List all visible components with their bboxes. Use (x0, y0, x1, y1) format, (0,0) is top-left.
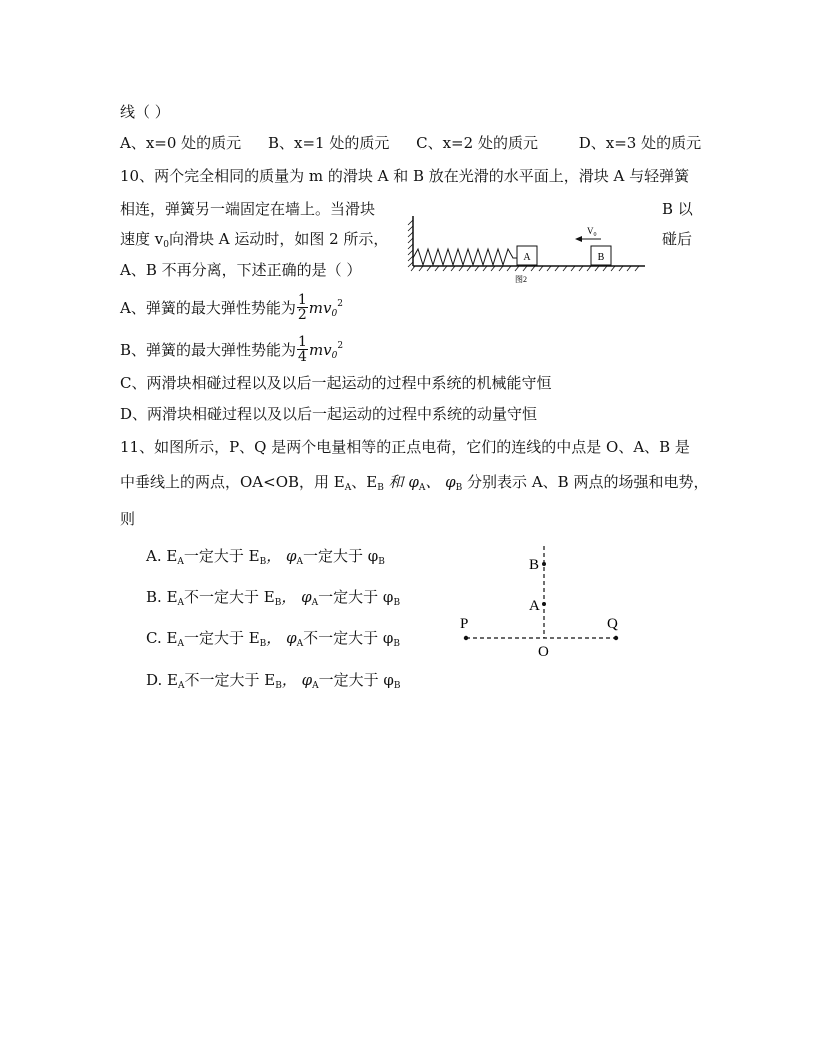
e-symbol: E (166, 547, 178, 565)
q10-line-2 (120, 199, 375, 219)
sub-a: A (344, 483, 352, 493)
q9-tail-line (120, 102, 170, 122)
sub: B (378, 557, 385, 567)
q10-option-d-text: D、两滑块相碰过程以及以后一起运动的过程中系统的动量守恒 (120, 405, 538, 423)
figure-2-caption: 图2 (515, 275, 527, 284)
q9-option-a: A、x=0 处的质元 (120, 134, 242, 152)
phi-symbol: ， φ (266, 547, 297, 565)
q10-option-d (120, 404, 537, 424)
charges-figure (450, 540, 640, 660)
q10-line-2-right (662, 199, 693, 219)
q10-v0-sub: 0 (163, 240, 169, 250)
q10-stem-3b: 向滑块 A 运动时，如图 2 所示， (168, 230, 389, 248)
q10-stem-3a: 速度 v (120, 230, 164, 248)
phi-symbol: ， φ (281, 588, 312, 606)
q10-line-4 (120, 260, 361, 280)
e-symbol: E (167, 671, 178, 689)
q10-option-a-text: A、弹簧的最大弹性势能为 (120, 299, 296, 317)
q11-stem-2e: 分别表示 A、B 两点的场强和电势， (462, 473, 709, 491)
label-p: P (460, 616, 469, 632)
sub-b: B (377, 483, 384, 493)
point-a (542, 602, 546, 606)
relation-2: 一定大于 φ (318, 671, 394, 689)
label-q: Q (607, 616, 618, 632)
sub: B (393, 598, 401, 608)
sub: A (177, 598, 185, 608)
q9-tail-text: 线（ ） (120, 103, 170, 121)
q10-line-3 (120, 229, 388, 255)
q10-option-c (120, 373, 551, 393)
q11-stem-3: 则 (120, 510, 136, 528)
squared-sup: 2 (337, 341, 344, 351)
q11-option-a (146, 546, 385, 572)
fraction-numerator: 1 (297, 291, 307, 308)
label-a: A (529, 598, 540, 614)
sub: A (177, 557, 184, 567)
squared-sup: 2 (337, 299, 343, 309)
fraction-numerator: 1 (298, 333, 307, 350)
sub: A (178, 681, 185, 691)
q11-stem-2c: 和 φ (383, 473, 419, 491)
charge-q (614, 636, 618, 640)
option-label: C. (146, 629, 162, 647)
q11-stem-2d: 、 φ (425, 473, 456, 491)
relation-1: 不一定大于 E (184, 588, 275, 606)
sub-a: A (418, 483, 426, 493)
mv-term: mv (308, 299, 332, 317)
q11-line-2 (120, 472, 708, 498)
q11-line-3 (120, 509, 135, 529)
q10-option-c-text: C、两滑块相碰过程以及以后一起运动的过程中系统的机械能守恒 (120, 374, 552, 392)
fraction-one-half (297, 293, 308, 322)
q11-stem-2a: 中垂线上的两点，OA<OB，用 E (120, 473, 345, 491)
v0-sub: 0 (331, 351, 338, 361)
q10-option-a (120, 290, 343, 328)
e-symbol: E (166, 588, 178, 606)
sub: B (393, 639, 400, 649)
charge-p (464, 636, 468, 640)
q10-line-1 (120, 166, 689, 186)
point-b (542, 562, 546, 566)
q11-stem-1: 11、如图所示，P、Q 是两个电量相等的正点电荷，它们的连线的中点是 O、A、B 是 (120, 438, 690, 456)
sub: A (296, 557, 303, 567)
sub-b: B (455, 483, 463, 493)
q11-option-b (146, 587, 400, 613)
spring (413, 249, 517, 265)
relation-1: 一定大于 E (183, 547, 260, 565)
block-a-label: A (523, 252, 531, 263)
velocity-arrowhead (575, 236, 582, 242)
option-label: B. (146, 588, 162, 606)
spring-block-figure (405, 212, 655, 288)
sub: A (311, 598, 319, 608)
q10-stem-3-right: 碰后 (662, 230, 693, 248)
sub: A (177, 639, 184, 649)
mv-term: mv (308, 341, 332, 359)
q11-option-c (146, 628, 400, 654)
fraction-denominator: 2 (297, 306, 307, 323)
sub: B (393, 681, 401, 691)
q10-stem-2: 相连，弹簧另一端固定在墙上。当滑块 (120, 200, 376, 218)
relation-2: 不一定大于 φ (303, 629, 394, 647)
q10-stem-4: A、B 不再分离，下述正确的是（ ） (120, 261, 362, 279)
fraction-denominator: 4 (298, 348, 307, 365)
e-symbol: E (166, 629, 178, 647)
relation-2: 一定大于 φ (318, 588, 394, 606)
sub: B (275, 681, 282, 691)
sub: B (259, 639, 267, 649)
relation-1: 一定大于 E (183, 629, 260, 647)
relation-1: 不一定大于 E (184, 671, 276, 689)
option-label: A. (146, 547, 162, 565)
sub: A (296, 639, 304, 649)
v0-sub: 0 (331, 309, 338, 319)
velocity-label: $V_0$ (587, 226, 597, 238)
q11-line-1 (120, 437, 690, 457)
q10-option-b-text: B、弹簧的最大弹性势能为 (120, 341, 297, 359)
q11-option-d (146, 670, 401, 696)
q10-option-b (120, 332, 343, 370)
q10-stem-1: 10、两个完全相同的质量为 m 的滑块 A 和 B 放在光滑的水平面上，滑块 A 与轻弹簧 (120, 167, 690, 185)
option-label: D. (146, 671, 163, 689)
phi-symbol: ， φ (266, 629, 297, 647)
q10-line-3-right (662, 229, 692, 249)
q9-option-c: C、x=2 处的质元 (416, 134, 538, 152)
label-o: O (538, 644, 549, 660)
label-b: B (529, 557, 540, 573)
q11-stem-2b: 、E (351, 473, 378, 491)
sub: B (259, 557, 267, 567)
relation-2: 一定大于 φ (302, 547, 379, 565)
q10-stem-2-right: B 以 (662, 200, 693, 218)
sub: B (274, 598, 282, 608)
sub: A (312, 681, 319, 691)
phi-symbol: ， φ (281, 671, 313, 689)
block-b-label: B (597, 252, 605, 263)
q9-option-d: D、x=3 处的质元 (578, 134, 702, 152)
q9-options (120, 133, 701, 153)
q9-option-b: B、x=1 处的质元 (267, 134, 390, 152)
fraction-one-quarter (297, 335, 308, 364)
